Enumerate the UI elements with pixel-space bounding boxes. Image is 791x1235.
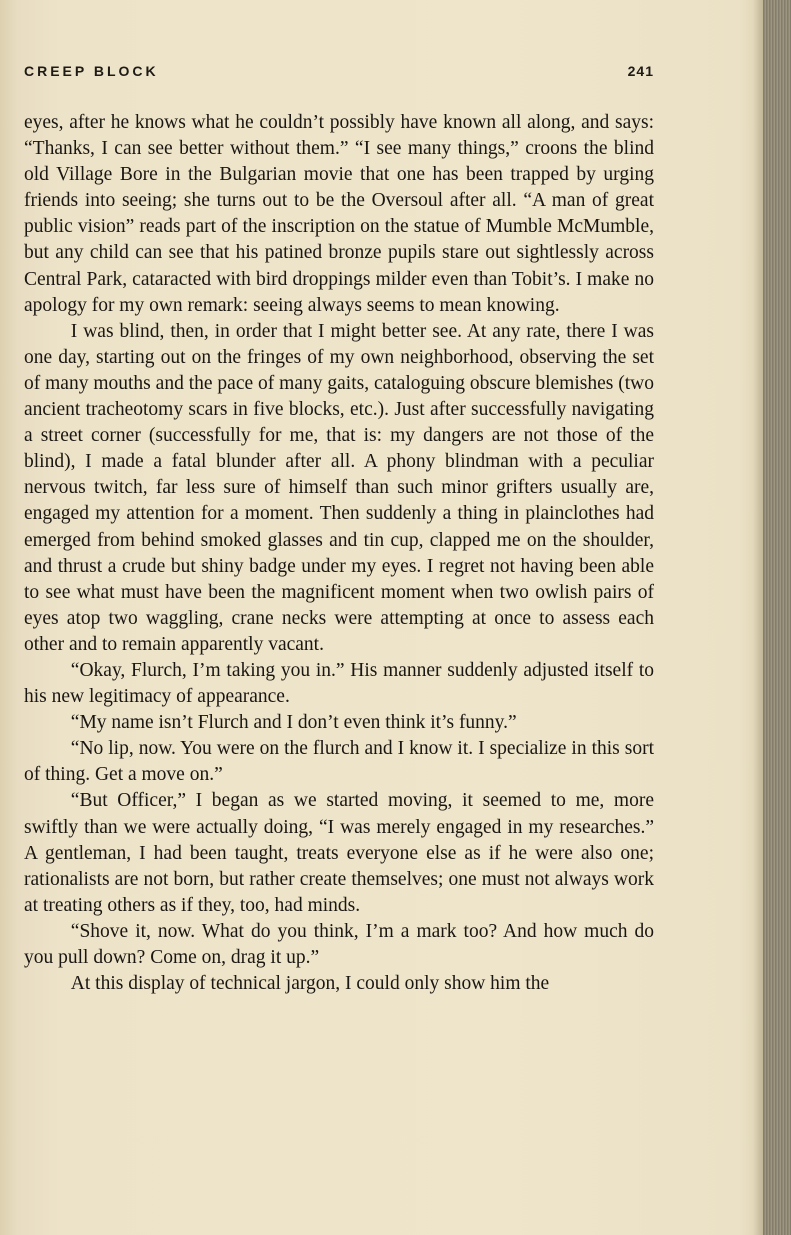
paragraph-7: “Shove it, now. What do you think, I’m a mark too? And how much do you pull down? Come on, drag it up.” [24, 920, 654, 968]
paragraph-2: I was blind, then, in order that I might better see. At any rate, there I was one day, starting out on the fringes of my own neighborhood, observing the set of many mouths and the pace of many gaits, cataloguing obscure blemishes (two ancient tracheotomy scars in five blocks, etc.). Just after successfully navigating a street corner (successfully for me, that is: my dangers are not those of the blind), I made a fatal blunder after all. A phony blindman with a peculiar nervous twitch, far less sure of himself than such minor grifters usually are, engaged my attention for a moment. Then suddenly a thing in plainclothes had emerged from behind smoked glasses and tin cup, clapped me on the shoulder, and thrust a crude but shiny badge under my eyes. I regret not having been able to see what must have been the magnificent moment when two owlish pairs of eyes atop two waggling, crane necks were attempting at once to assess each other and to remain apparently vacant. [24, 320, 654, 655]
paragraph-5: “No lip, now. You were on the flurch and I know it. I specialize in this sort of thing. Get a move on.” [24, 738, 654, 786]
paragraph-3: “Okay, Flurch, I’m taking you in.” His manner suddenly adjusted itself to his new legitimacy of appearance. [24, 659, 654, 708]
paragraph-8: At this display of technical jargon, I could only show him the [70, 973, 550, 995]
page-header [24, 63, 654, 85]
paragraph-4: “My name isn’t Flurch and I don’t even think it’s funny.” [70, 712, 517, 734]
body-text [24, 110, 654, 997]
page-edges [763, 0, 791, 1235]
paragraph-1: eyes, after he knows what he couldn’t possibly have known all along, and says: “Thanks, I can see better without them.” “I see many things,” croons the blind old Village Bore in the Bulgarian movie that one has been trapped by urging friends into seeing; she turns out to be the Oversoul after all. “A man of great public vision” reads part of the inscription on the statue of Mumble McMumble, but any child can see that his patined bronze pupils stare out sightlessly across Central Park, cataracted with bird droppings milder even than Tobit’s. I make no apology for my own remark: seeing always seems to mean knowing. [24, 112, 654, 316]
running-head: CREEP BLOCK [24, 63, 159, 79]
paragraph-6: “But Officer,” I began as we started moving, it seemed to me, more swiftly than we were actually doing, “I was merely engaged in my researches.” A gentleman, I had been taught, treats everyone else as if he were also one; rationalists are not born, but rather create themselves; one must not always work at treating others as if they, too, had minds. [24, 790, 654, 916]
page-number: 241 [627, 63, 654, 79]
binding-shadow [753, 0, 763, 1235]
